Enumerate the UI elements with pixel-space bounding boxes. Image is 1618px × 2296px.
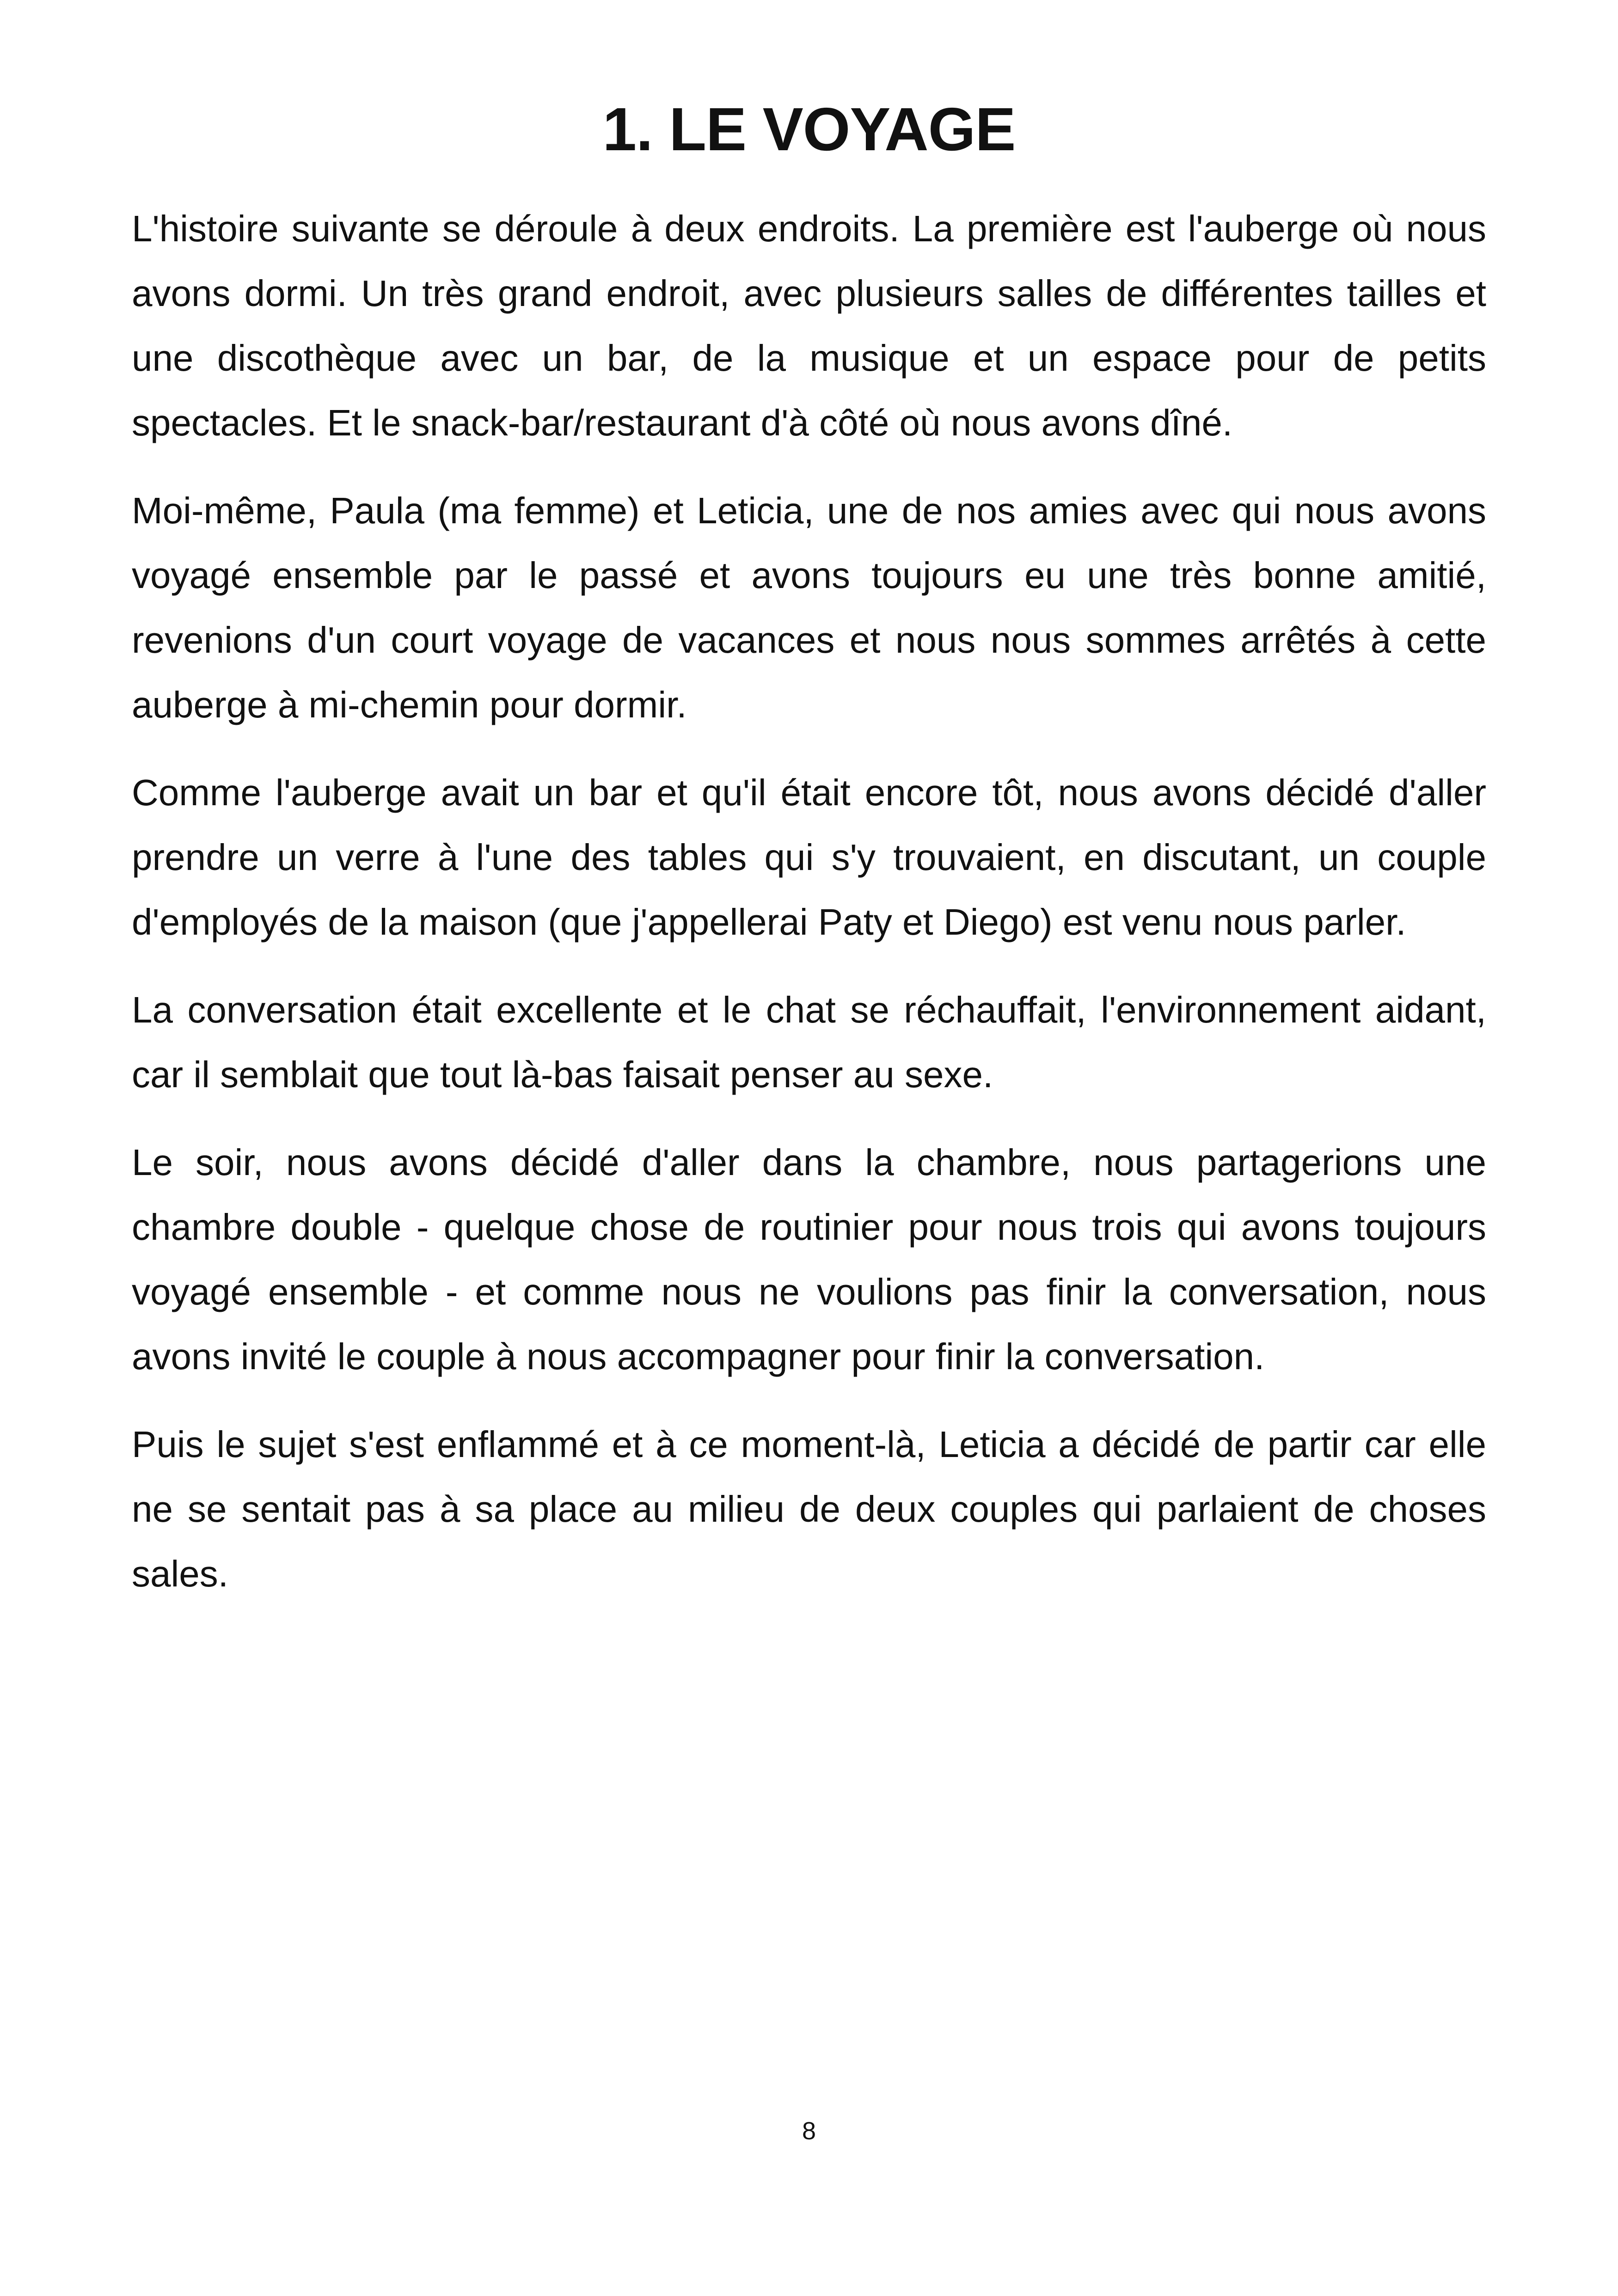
page-number: 8 [802,2117,816,2145]
paragraph-1: L'histoire suivante se déroule à deux endroits. La première est l'auberge où nous avons dormi. Un très grand endroit, avec plusieurs salles de différentes tailles et une discothèque avec un bar, de la musique et un espace pour de petits spectacles. Et le snack-bar/restaurant d'à côté où nous avons dîné. [132,208,1486,443]
paragraph-4: La conversation était excellente et le chat se réchauffait, l'environnement aidant, car il semblait que tout là-bas faisait penser au sexe. [132,989,1486,1095]
paragraph-3: Comme l'auberge avait un bar et qu'il était encore tôt, nous avons décidé d'aller prendre un verre à l'une des tables qui s'y trouvaient, en discutant, un couple d'employés de la maison (que j'appellerai Paty et Diego) est venu nous parler. [132,772,1486,943]
paragraph-6: Puis le sujet s'est enflammé et à ce moment-là, Leticia a décidé de partir car elle ne se sentait pas à sa place au milieu de deux couples qui parlaient de choses sales. [132,1424,1486,1594]
body-text [132,196,1486,1629]
paragraph-5: Le soir, nous avons décidé d'aller dans la chambre, nous partagerions une chambre double - quelque chose de routinier pour nous trois qui avons toujours voyagé ensemble - et comme nous ne voulions pas finir la conversation, nous avons invité le couple à nous accompagner pour finir la conversation. [132,1142,1486,1377]
paragraph-2: Moi-même, Paula (ma femme) et Leticia, une de nos amies avec qui nous avons voyagé ensemble par le passé et avons toujours eu une très bonne amitié, revenions d'un court voyage de vacances et nous nous sommes arrêtés à cette auberge à mi-chemin pour dormir. [132,490,1486,725]
chapter-title: 1. LE VOYAGE [602,95,1016,163]
